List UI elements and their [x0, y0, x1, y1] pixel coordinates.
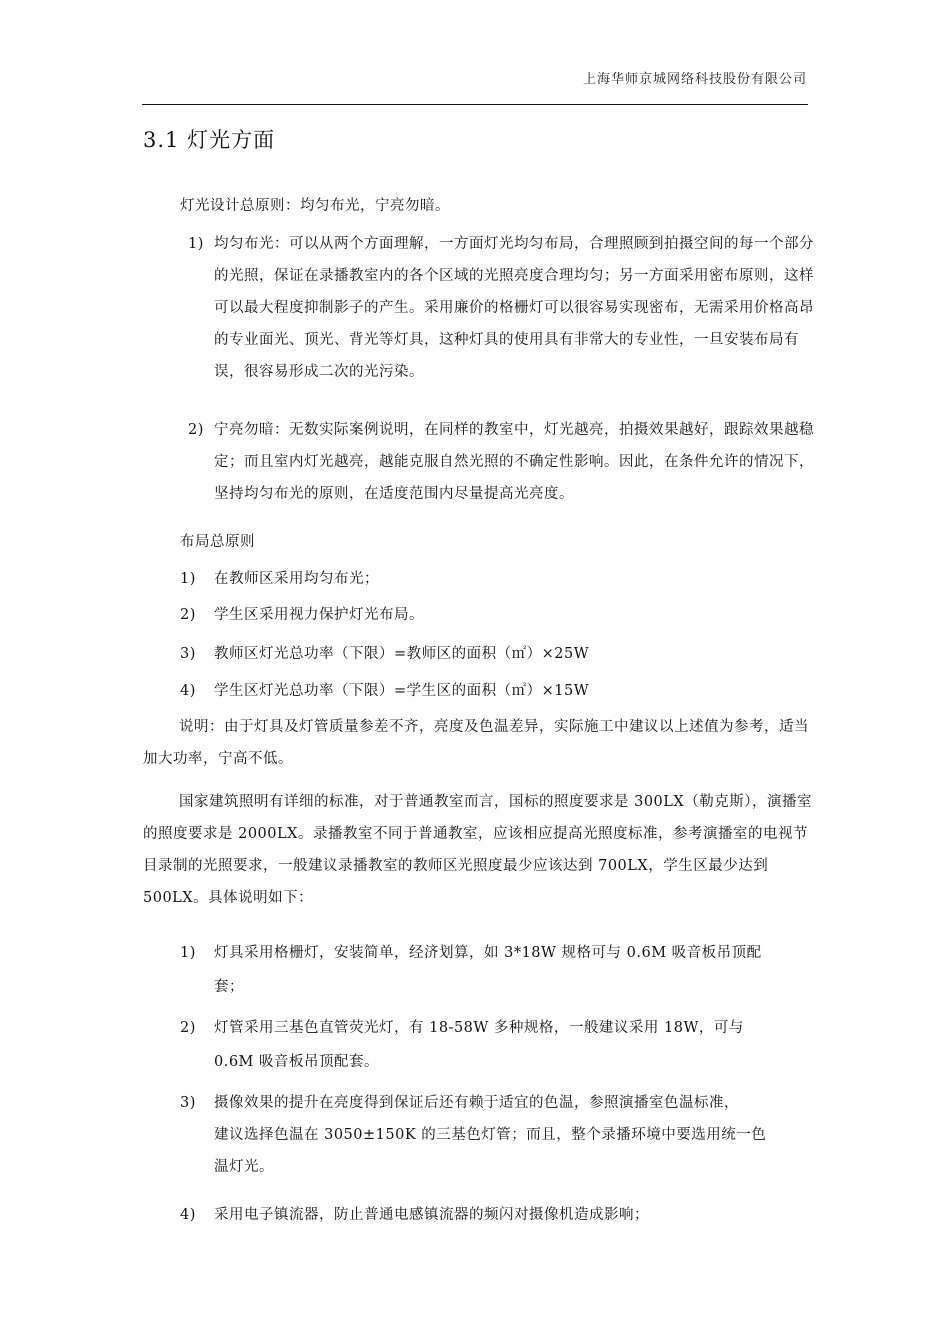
layout-title: 布局总原则 — [180, 534, 255, 550]
item-number: 1) — [180, 571, 196, 587]
item-line: 建议选择色温在 3050±150K 的三基色灯管；而且，整个录播环境中要选用统一色 — [214, 1127, 767, 1143]
layout-note: 说明：由于灯具及灯管质量参差不齐，亮度及色温差异，实际施工中建议以上述值为参考，适当加大功率，宁高不低。 — [143, 719, 809, 767]
item-text — [214, 937, 810, 1003]
item-number: 1) — [180, 945, 196, 961]
item-text: 采用电子镇流器，防止普通电感镇流器的频闪对摄像机造成影响； — [214, 1207, 649, 1223]
item-number: 3) — [180, 646, 196, 662]
standard-paragraph: 国家建筑照明有详细的标准，对于普通教室而言，国标的照度要求是 300LX（勒克斯），演播室的照度要求是 2000LX。录播教室不同于普通教室，应该相应提高光照度标准，参考演播室的电视节目录制的光照要求，一般建议录播教室的教师区光照度最少应该达到 700LX，学生区最少达到 500LX。具体说明如下： — [143, 794, 812, 906]
item-number: 4) — [180, 1207, 196, 1223]
item-number: 2) — [180, 1020, 196, 1036]
header-rule — [142, 104, 808, 105]
item-line: 摄像效果的提升在亮度得到保证后还有赖于适宜的色温，参照演播室色温标准， — [214, 1095, 739, 1111]
item-text: 宁亮勿暗：无数实际案例说明，在同样的教室中，灯光越亮，拍摄效果越好，跟踪效果越稳定；而且室内灯光越亮，越能克服自然光照的不确定性影响。因此，在条件允许的情况下，坚持均匀布光的原则，在适度范围内尽量提高光亮度。 — [214, 422, 814, 502]
section-title: 3.1 灯光方面 — [143, 128, 276, 152]
item-number: 2) — [180, 607, 196, 623]
lighting-principle: 灯光设计总原则：均匀布光，宁亮勿暗。 — [180, 198, 450, 214]
item-text — [214, 1012, 810, 1078]
item-text: 学生区采用视力保护灯光布局。 — [214, 607, 424, 623]
item-number: 2) — [188, 422, 204, 438]
item-line: 灯管采用三基色直管荧光灯，有 18-58W 多种规格，一般建议采用 18W，可与 — [214, 1020, 744, 1036]
item-text: 教师区灯光总功率（下限）=教师区的面积（㎡）×25W — [214, 646, 590, 662]
item-line: 灯具采用格栅灯，安装简单，经济划算，如 3*18W 规格可与 0.6M 吸音板吊顶配 — [214, 945, 762, 961]
item-text: 均匀布光：可以从两个方面理解，一方面灯光均匀布局，合理照顾到拍摄空间的每一个部分的光照，保证在录播教室内的各个区域的光照亮度合理均匀；另一方面采用密布原则，这样可以最大程度抑制影子的产生。采用廉价的格栅灯可以很容易实现密布，无需采用价格高昂的专业面光、顶光、背光等灯具，这种灯具的使用具有非常大的专业性，一旦安装布局有误，很容易形成二次的光污染。 — [214, 236, 814, 380]
item-text — [214, 1087, 810, 1183]
item-line: 温灯光。 — [214, 1159, 274, 1175]
item-line: 套； — [214, 979, 244, 995]
item-number: 1) — [188, 236, 204, 252]
header-company: 上海华师京城网络科技股份有限公司 — [582, 72, 807, 87]
item-number: 4) — [180, 683, 196, 699]
item-line: 0.6M 吸音板吊顶配套。 — [214, 1054, 380, 1070]
item-number: 3) — [180, 1095, 196, 1111]
item-text: 在教师区采用均匀布光； — [214, 571, 379, 587]
item-text: 学生区灯光总功率（下限）=学生区的面积（㎡）×15W — [214, 683, 590, 699]
